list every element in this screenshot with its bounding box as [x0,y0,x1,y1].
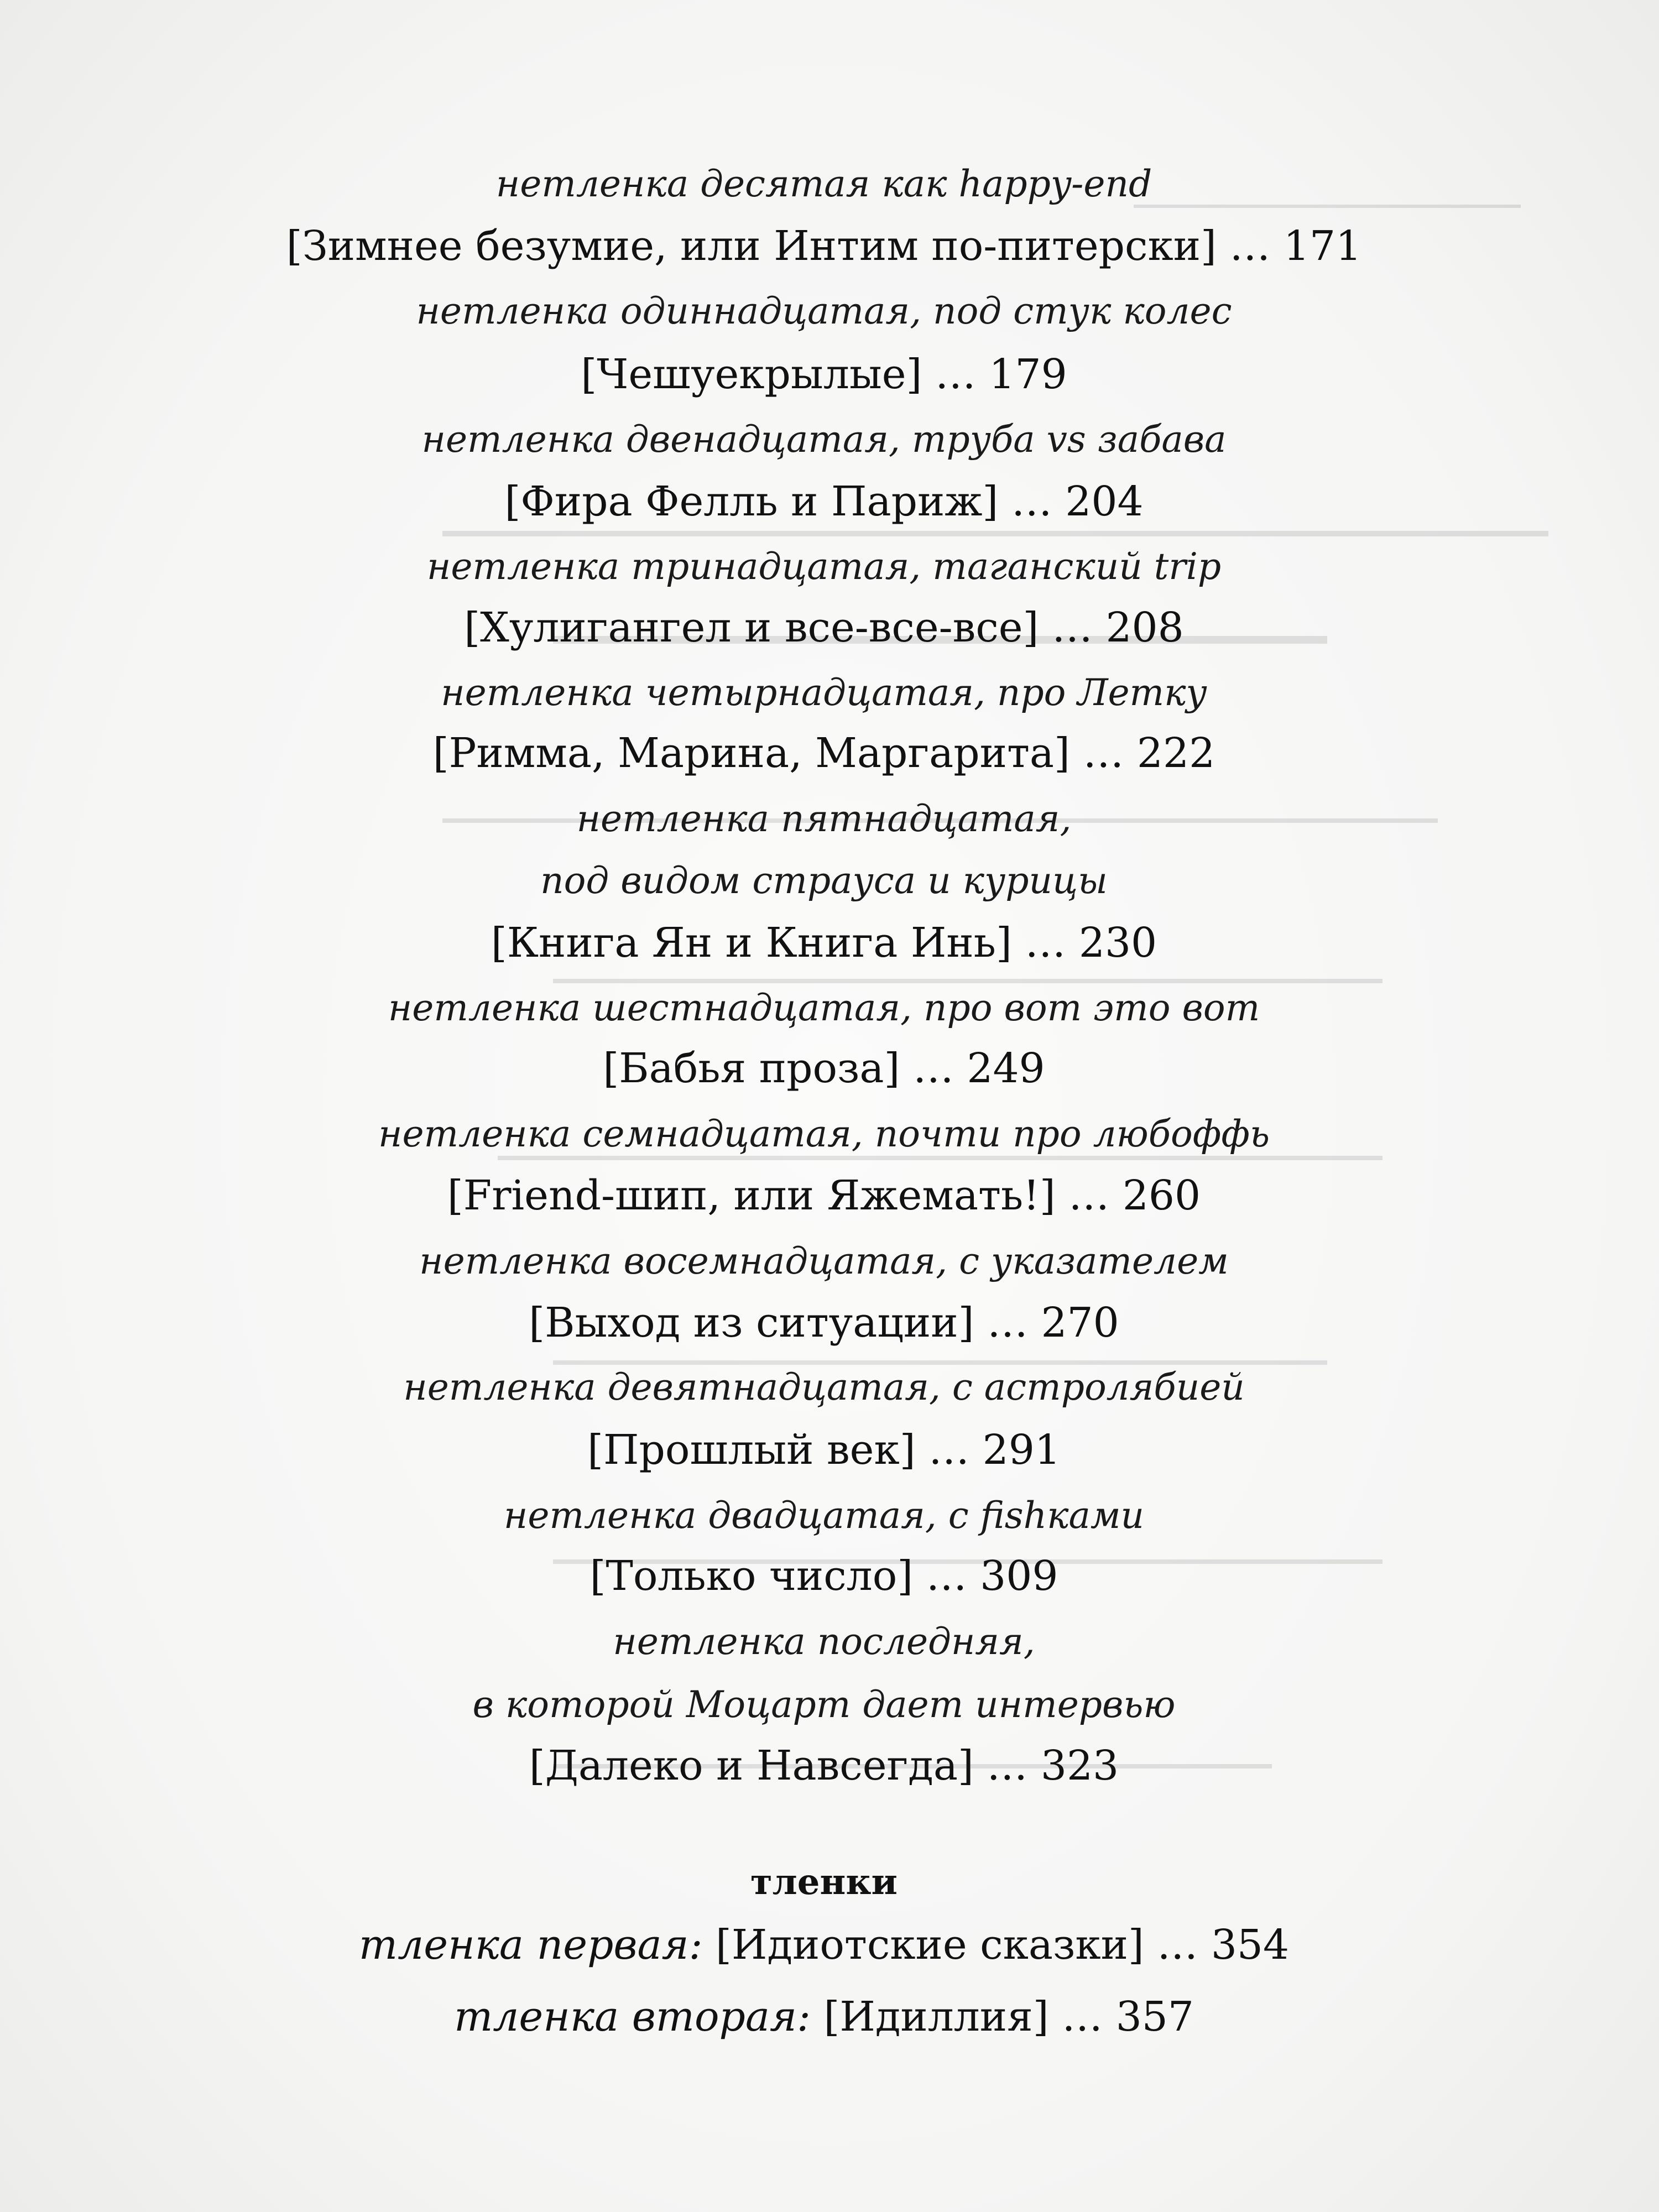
toc-entry[interactable]: [Чешуекрылые] … 179 [581,351,1067,398]
toc-subtitle: нетленка девятнадцатая, с астролябией [403,1366,1245,1408]
toc-entry[interactable]: [Зимнее безумие, или Интим по-питерски] … 171 [286,222,1362,270]
toc-subtitle-line2: в которой Моцарт дает интервью [472,1683,1176,1726]
tlenka-title: [Идиллия] … 357 [823,1993,1194,2041]
toc-subtitle: нетленка шестнадцатая, про вот это вот [388,987,1260,1029]
section-heading: тленки [750,1861,898,1903]
toc-subtitle: нетленка восемнадцатая, с указателем [419,1240,1229,1282]
toc-subtitle: нетленка четырнадцатая, про Летку [441,671,1207,714]
toc-subtitle: нетленка двадцатая, с fishками [503,1494,1145,1537]
toc-subtitle: нетленка одиннадцатая, под стук колес [416,290,1232,332]
toc-subtitle: нетленка семнадцатая, почти про любоффь [378,1113,1270,1155]
toc-entry[interactable]: [Friend-шип, или Яжемать!] … 260 [447,1172,1201,1219]
toc-subtitle: нетленка тринадцатая, таганский trip [426,545,1222,588]
toc-entry-tlenka[interactable] [276,1921,1371,1969]
tlenka-title: [Идиотские сказки] … 354 [716,1921,1290,1969]
tlenka-label: тленка первая: [358,1921,703,1969]
toc-entry[interactable]: [Бабья проза] … 249 [603,1045,1045,1092]
toc-subtitle: нетленка пятнадцатая, [576,797,1072,840]
toc-subtitle-line2: под видом страуса и курицы [540,859,1108,902]
toc-subtitle: нетленка последняя, [613,1620,1035,1663]
toc-entry[interactable]: [Выход из ситуации] … 270 [529,1299,1119,1347]
toc-subtitle: нетленка десятая как happy-end [495,163,1152,205]
toc-entry[interactable]: [Хулигангел и все-все-все] … 208 [464,604,1184,651]
toc-entry[interactable]: [Фира Фелль и Париж] … 204 [504,478,1144,525]
toc-entry[interactable]: [Далеко и Навсегда] … 323 [529,1742,1119,1790]
tlenka-label: тленка вторая: [454,1993,811,2041]
toc-subtitle: нетленка двенадцатая, труба vs забава [421,418,1227,461]
toc-entry[interactable]: [Книга Ян и Книга Инь] … 230 [491,919,1157,967]
toc-entry[interactable]: [Прошлый век] … 291 [587,1426,1061,1474]
toc-entry[interactable]: [Римма, Марина, Маргарита] … 222 [432,729,1215,777]
toc-entry-tlenka[interactable] [276,1993,1371,2041]
toc-entry[interactable]: [Только число] … 309 [589,1552,1058,1600]
